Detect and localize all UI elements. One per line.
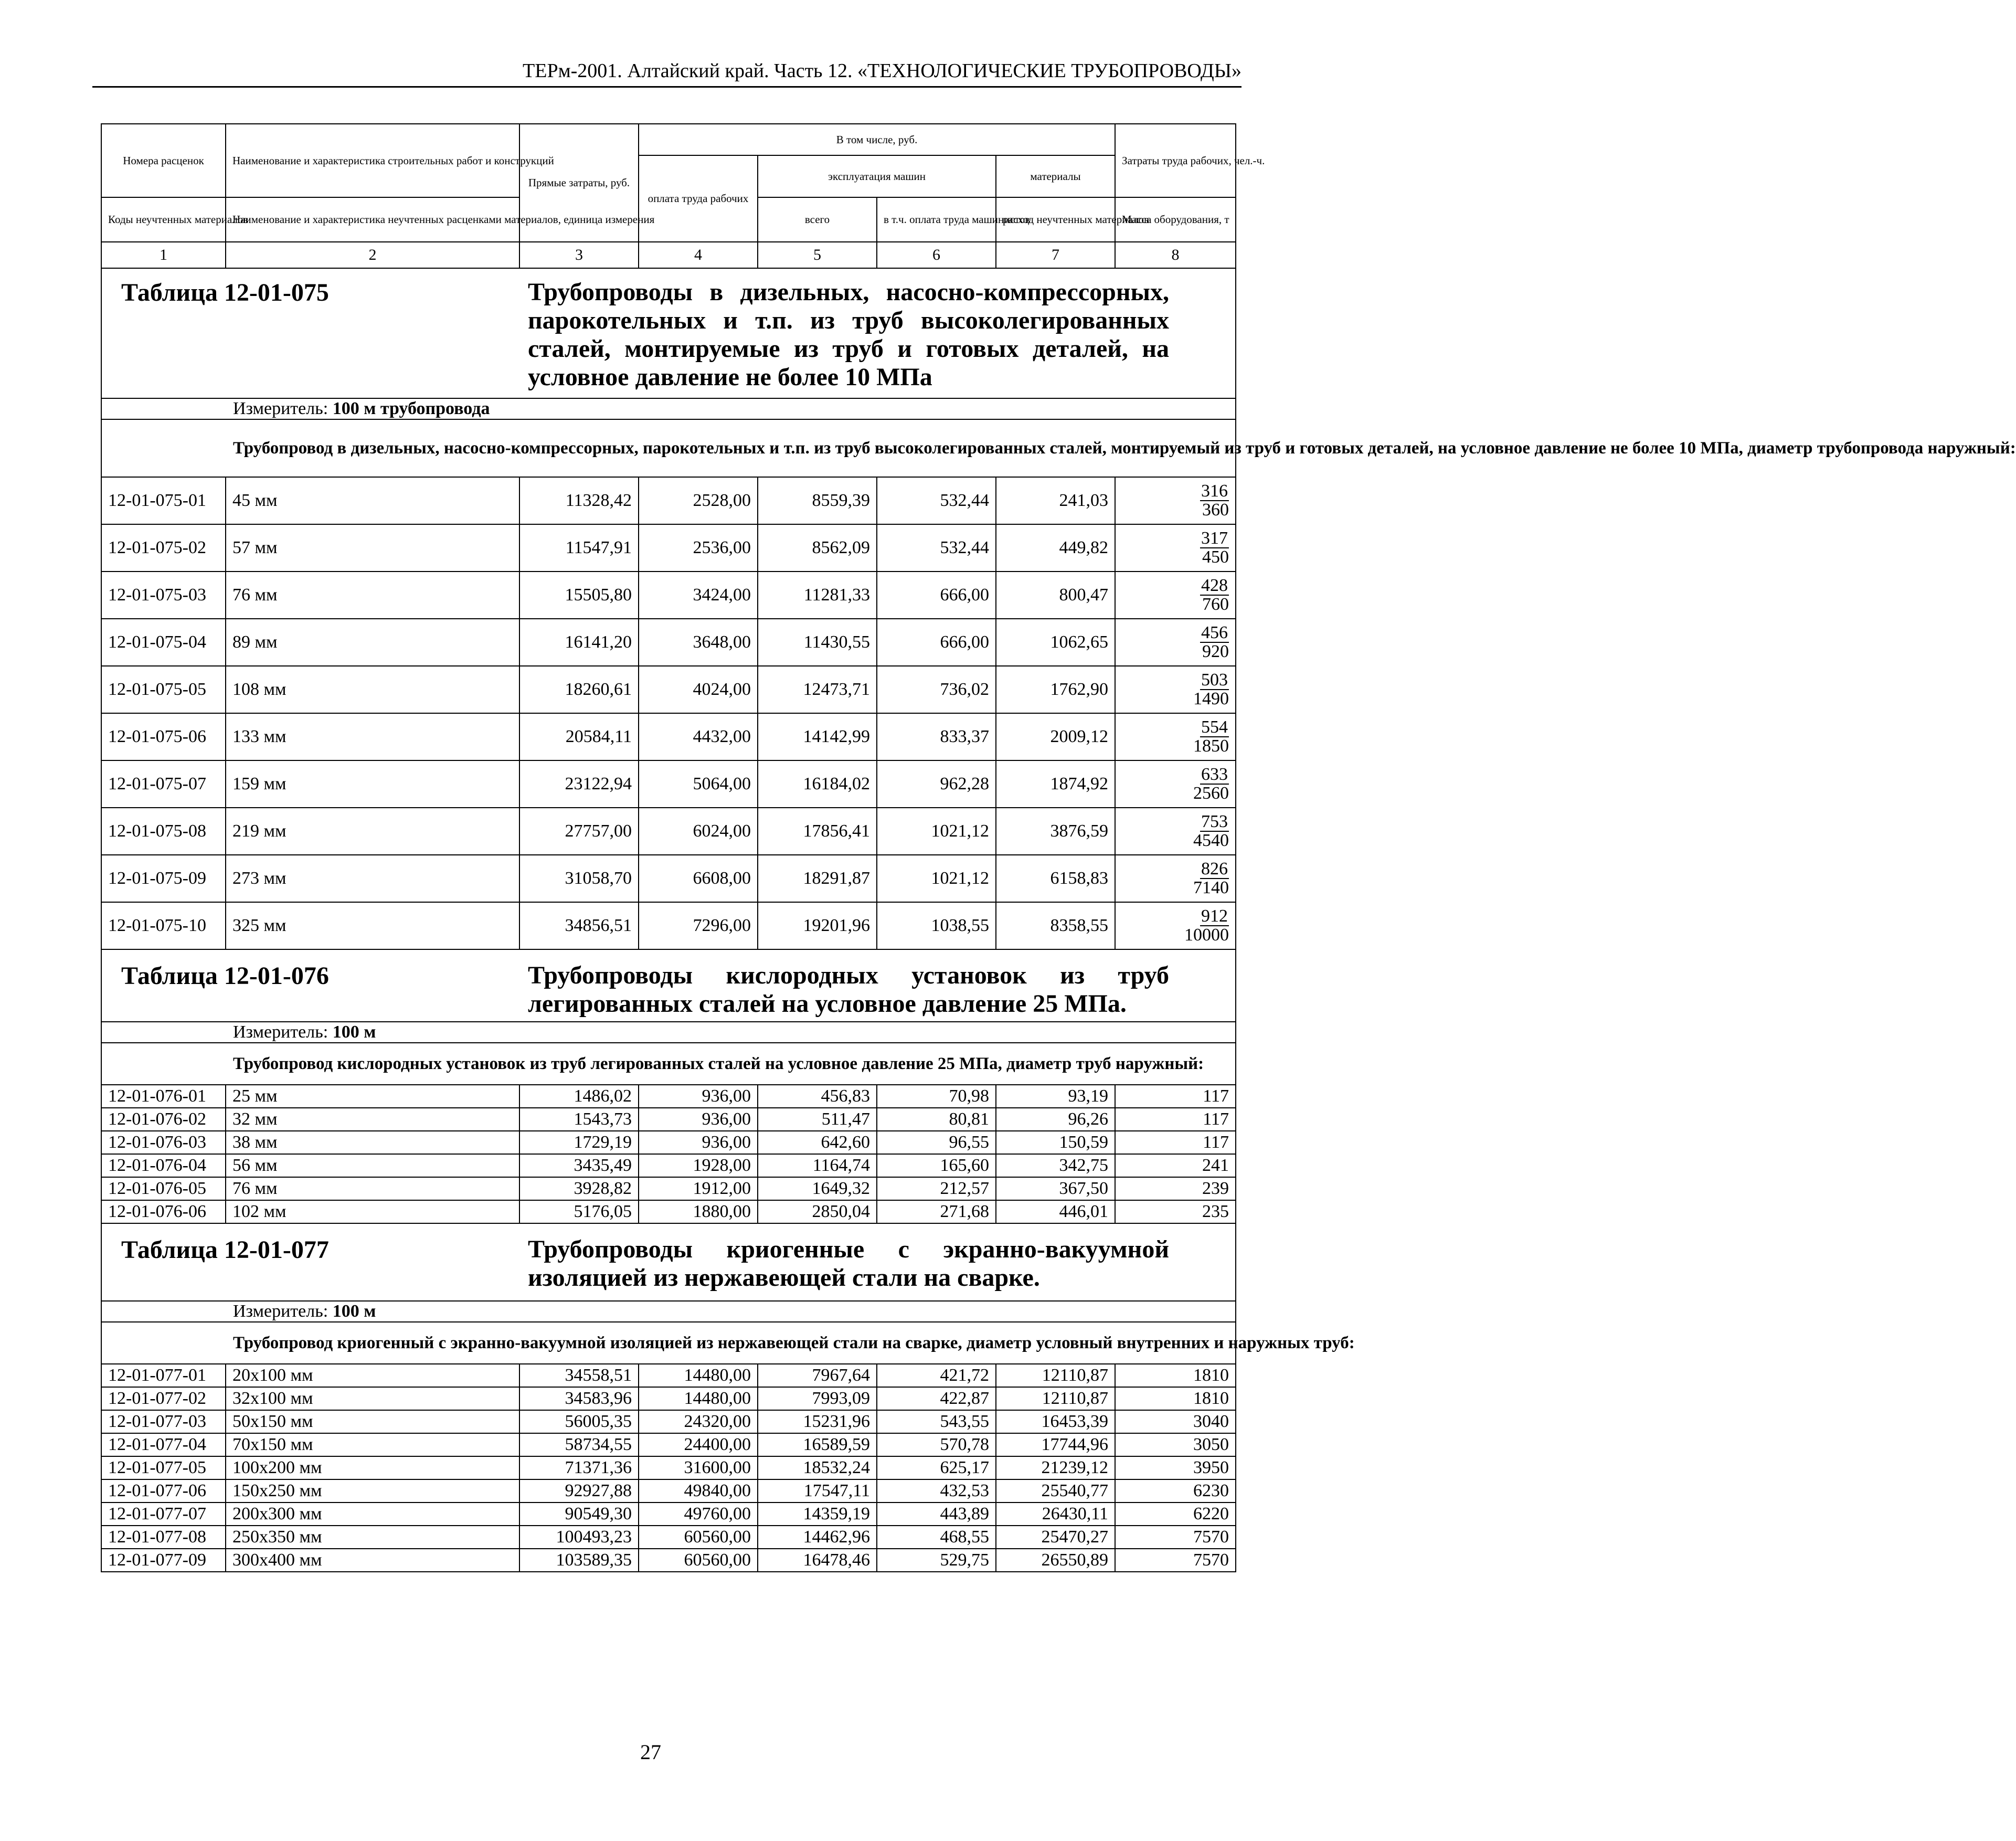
machinist-pay: 625,17: [877, 1456, 996, 1479]
labor-pay: 24320,00: [639, 1410, 758, 1433]
table-section-heading: [101, 268, 1236, 398]
rate-code: 12-01-076-03: [101, 1131, 226, 1154]
machinist-pay: 532,44: [877, 524, 996, 572]
equipment-mass: 450: [1202, 547, 1229, 567]
labor-cost: 503: [1201, 670, 1228, 690]
direct-cost: 1729,19: [519, 1131, 639, 1154]
table-row: [101, 760, 1236, 808]
description-row: [101, 419, 1236, 477]
measure-value: 100 м: [332, 1302, 376, 1321]
labor-pay: 4432,00: [639, 713, 758, 760]
measure-row: [101, 1022, 1236, 1043]
rate-name: 325 мм: [226, 902, 519, 949]
labor-pay: 936,00: [639, 1108, 758, 1131]
machines-total: 11281,33: [758, 572, 877, 619]
column-number: 1: [101, 242, 226, 268]
machines-total: 1164,74: [758, 1154, 877, 1177]
machinist-pay: 421,72: [877, 1364, 996, 1387]
machines-total: 17856,41: [758, 808, 877, 855]
rate-code: 12-01-076-02: [101, 1108, 226, 1131]
col4-header: оплата труда рабочих: [639, 155, 758, 242]
materials-cost: 1062,65: [996, 619, 1115, 666]
rates-table: [101, 123, 2016, 1572]
column-numbers-row: [101, 242, 1236, 268]
machines-total: 7967,64: [758, 1364, 877, 1387]
materials-cost: 21239,12: [996, 1456, 1115, 1479]
table-section-heading: [101, 1223, 1236, 1301]
materials-cost: 25470,27: [996, 1526, 1115, 1549]
table-row: [101, 1131, 1236, 1154]
page-number: 27: [640, 1740, 661, 1764]
machinist-pay: 962,28: [877, 760, 996, 808]
table-row: [101, 808, 1236, 855]
machines-total: 15231,96: [758, 1410, 877, 1433]
labor-pay: 31600,00: [639, 1456, 758, 1479]
labor-pay: 3424,00: [639, 572, 758, 619]
machinist-pay: 666,00: [877, 619, 996, 666]
materials-cost: 446,01: [996, 1200, 1115, 1223]
machines-total: 16478,46: [758, 1549, 877, 1572]
table-number: Таблица 12-01-076: [121, 962, 329, 990]
col1-header-bottom: Коды неучтенных материалов: [101, 197, 226, 242]
labor-cost: 316: [1201, 481, 1228, 501]
table-title: Трубопроводы криогенные с экранно-вакуумной изоляцией из нержавеющей стали на сварке.: [528, 1235, 1169, 1292]
materials-header: материалы: [996, 155, 1115, 197]
labor-cost: 241: [1115, 1154, 1236, 1177]
materials-cost: 8358,55: [996, 902, 1115, 949]
materials-cost: 241,03: [996, 477, 1115, 524]
direct-cost: 92927,88: [519, 1479, 639, 1503]
running-header: ТЕРм-2001. Алтайский край. Часть 12. «ТЕХНОЛОГИЧЕСКИЕ ТРУБОПРОВОДЫ»: [92, 58, 1242, 88]
machines-total: 2850,04: [758, 1200, 877, 1223]
machinist-pay: 543,55: [877, 1410, 996, 1433]
rate-name: 56 мм: [226, 1154, 519, 1177]
labor-cost: 3040: [1115, 1410, 1236, 1433]
machinist-pay: 1038,55: [877, 902, 996, 949]
rate-code: 12-01-076-01: [101, 1085, 226, 1108]
rate-code: 12-01-075-05: [101, 666, 226, 713]
equipment-mass: 360: [1202, 500, 1229, 520]
labor-cost: 117: [1115, 1085, 1236, 1108]
table-row: [101, 713, 1236, 760]
machines-header: эксплуатация машин: [758, 155, 996, 197]
equipment-mass: 1850: [1193, 736, 1229, 756]
machines-total: 1649,32: [758, 1177, 877, 1200]
machinist-pay: 532,44: [877, 477, 996, 524]
materials-cost: 26430,11: [996, 1503, 1115, 1526]
rate-code: 12-01-077-03: [101, 1410, 226, 1433]
table-row: [101, 619, 1236, 666]
labor-pay: 2536,00: [639, 524, 758, 572]
labor-pay: 1880,00: [639, 1200, 758, 1223]
rate-name: 100x200 мм: [226, 1456, 519, 1479]
machinist-pay: 1021,12: [877, 808, 996, 855]
materials-cost: 6158,83: [996, 855, 1115, 902]
equipment-mass: 4540: [1193, 831, 1229, 850]
col2-header-bottom: Наименование и характеристика неучтенных расценками материалов, единица измерения: [226, 197, 519, 242]
rate-code: 12-01-075-01: [101, 477, 226, 524]
machines-total: 17547,11: [758, 1479, 877, 1503]
materials-cost: 1762,90: [996, 666, 1115, 713]
measure-row: [101, 1301, 1236, 1322]
labor-pay: 14480,00: [639, 1387, 758, 1410]
labor-pay: 7296,00: [639, 902, 758, 949]
labor-mass-cell: [1115, 666, 1236, 713]
rate-name: 133 мм: [226, 713, 519, 760]
direct-cost: 15505,80: [519, 572, 639, 619]
measure-value: 100 м трубопровода: [332, 399, 490, 418]
table-row: [101, 902, 1236, 949]
labor-mass-cell: [1115, 477, 1236, 524]
rate-code: 12-01-076-05: [101, 1177, 226, 1200]
materials-cost: 16453,39: [996, 1410, 1115, 1433]
machinist-pay: 1021,12: [877, 855, 996, 902]
rate-name: 38 мм: [226, 1131, 519, 1154]
machinist-pay: 432,53: [877, 1479, 996, 1503]
rate-name: 300x400 мм: [226, 1549, 519, 1572]
machinist-pay: 570,78: [877, 1433, 996, 1456]
labor-pay: 936,00: [639, 1131, 758, 1154]
direct-cost: 100493,23: [519, 1526, 639, 1549]
rate-name: 219 мм: [226, 808, 519, 855]
labor-mass-cell: [1115, 902, 1236, 949]
rate-name: 273 мм: [226, 855, 519, 902]
labor-pay: 49840,00: [639, 1479, 758, 1503]
col2-header-top: Наименование и характеристика строительных работ и конструкций: [226, 124, 519, 197]
machines-total: 18532,24: [758, 1456, 877, 1479]
machinist-pay: 443,89: [877, 1503, 996, 1526]
machines-total: 12473,71: [758, 666, 877, 713]
table-section-heading: [101, 949, 1236, 1022]
labor-mass-cell: [1115, 760, 1236, 808]
machinist-pay: 529,75: [877, 1549, 996, 1572]
table-row: [101, 524, 1236, 572]
labor-cost: 554: [1201, 717, 1228, 737]
machines-total: 14142,99: [758, 713, 877, 760]
table-row: [101, 1200, 1236, 1223]
materials-cost: 17744,96: [996, 1433, 1115, 1456]
materials-cost: 96,26: [996, 1108, 1115, 1131]
equipment-mass: 10000: [1184, 925, 1229, 945]
rate-code: 12-01-077-04: [101, 1433, 226, 1456]
rate-name: 89 мм: [226, 619, 519, 666]
direct-cost: 34558,51: [519, 1364, 639, 1387]
col6-header: в т.ч. оплата труда машинистов: [877, 197, 996, 242]
col3-header: Прямые затраты, руб.: [519, 124, 639, 242]
table-row: [101, 1177, 1236, 1200]
labor-cost: 7570: [1115, 1549, 1236, 1572]
col1-header-top: Номера расценок: [101, 124, 226, 197]
table-row: [101, 855, 1236, 902]
rate-name: 150x250 мм: [226, 1479, 519, 1503]
labor-pay: 1912,00: [639, 1177, 758, 1200]
labor-pay: 24400,00: [639, 1433, 758, 1456]
machines-total: 16589,59: [758, 1433, 877, 1456]
machinist-pay: 736,02: [877, 666, 996, 713]
table-row: [101, 1456, 1236, 1479]
rate-name: 45 мм: [226, 477, 519, 524]
labor-cost: 6230: [1115, 1479, 1236, 1503]
direct-cost: 11328,42: [519, 477, 639, 524]
table-row: [101, 1364, 1236, 1387]
column-number: 8: [1115, 242, 1236, 268]
labor-cost: 753: [1201, 812, 1228, 831]
table-title: Трубопроводы в дизельных, насосно-компрессорных, парокотельных и т.п. из труб высоколегированных сталей, монтируемые из труб и готовых деталей, на условное давление не более 10 МПа: [528, 278, 1169, 391]
column-number: 2: [226, 242, 519, 268]
machines-total: 642,60: [758, 1131, 877, 1154]
machines-total: 11430,55: [758, 619, 877, 666]
rate-name: 250x350 мм: [226, 1526, 519, 1549]
equipment-mass: 760: [1202, 595, 1229, 614]
labor-cost: 6220: [1115, 1503, 1236, 1526]
materials-cost: 12110,87: [996, 1364, 1115, 1387]
labor-cost: 456: [1201, 623, 1228, 642]
labor-pay: 2528,00: [639, 477, 758, 524]
labor-mass-cell: [1115, 808, 1236, 855]
direct-cost: 1543,73: [519, 1108, 639, 1131]
rate-code: 12-01-076-04: [101, 1154, 226, 1177]
direct-cost: 5176,05: [519, 1200, 639, 1223]
labor-mass-cell: [1115, 713, 1236, 760]
measure-label: Измеритель:: [233, 1022, 328, 1042]
rate-code: 12-01-075-06: [101, 713, 226, 760]
table-row: [101, 1479, 1236, 1503]
direct-cost: 71371,36: [519, 1456, 639, 1479]
materials-cost: 800,47: [996, 572, 1115, 619]
machines-total: 16184,02: [758, 760, 877, 808]
rate-code: 12-01-077-01: [101, 1364, 226, 1387]
labor-mass-cell: [1115, 524, 1236, 572]
machinist-pay: 96,55: [877, 1131, 996, 1154]
labor-cost: 1810: [1115, 1364, 1236, 1387]
materials-cost: 449,82: [996, 524, 1115, 572]
labor-mass-cell: [1115, 619, 1236, 666]
labor-cost: 239: [1115, 1177, 1236, 1200]
column-number: 6: [877, 242, 996, 268]
labor-cost: 117: [1115, 1108, 1236, 1131]
labor-mass-cell: [1115, 855, 1236, 902]
equipment-mass: 920: [1202, 642, 1229, 661]
rate-code: 12-01-075-08: [101, 808, 226, 855]
rate-name: 76 мм: [226, 572, 519, 619]
table-row: [101, 1410, 1236, 1433]
equipment-mass: 2560: [1193, 784, 1229, 803]
column-number: 5: [758, 242, 877, 268]
rate-code: 12-01-075-07: [101, 760, 226, 808]
machinist-pay: 80,81: [877, 1108, 996, 1131]
direct-cost: 90549,30: [519, 1503, 639, 1526]
rate-name: 159 мм: [226, 760, 519, 808]
table-row: [101, 666, 1236, 713]
machinist-pay: 70,98: [877, 1085, 996, 1108]
direct-cost: 31058,70: [519, 855, 639, 902]
table-row: [101, 572, 1236, 619]
machines-total: 14359,19: [758, 1503, 877, 1526]
measure-row: [101, 398, 1236, 419]
labor-cost: 633: [1201, 765, 1228, 784]
equipment-mass: 7140: [1193, 878, 1229, 897]
labor-cost: 7570: [1115, 1526, 1236, 1549]
measure-label: Измеритель:: [233, 399, 328, 418]
rate-code: 12-01-077-08: [101, 1526, 226, 1549]
table-number: Таблица 12-01-075: [121, 279, 329, 306]
direct-cost: 20584,11: [519, 713, 639, 760]
table-number: Таблица 12-01-077: [121, 1236, 329, 1264]
rate-name: 32x100 мм: [226, 1387, 519, 1410]
col7-header: расход неучтенных материалов: [996, 197, 1115, 242]
rate-name: 76 мм: [226, 1177, 519, 1200]
table-title: Трубопроводы кислородных установок из труб легированных сталей на условное давление 25 МПа.: [528, 961, 1169, 1018]
direct-cost: 16141,20: [519, 619, 639, 666]
machinist-pay: 833,37: [877, 713, 996, 760]
rate-name: 57 мм: [226, 524, 519, 572]
col5-header: всего: [758, 197, 877, 242]
machines-total: 8562,09: [758, 524, 877, 572]
labor-cost: 1810: [1115, 1387, 1236, 1410]
materials-cost: 1874,92: [996, 760, 1115, 808]
materials-cost: 342,75: [996, 1154, 1115, 1177]
rate-name: 70x150 мм: [226, 1433, 519, 1456]
rate-code: 12-01-077-07: [101, 1503, 226, 1526]
labor-pay: 60560,00: [639, 1549, 758, 1572]
table-row: [101, 477, 1236, 524]
direct-cost: 3435,49: [519, 1154, 639, 1177]
direct-cost: 34856,51: [519, 902, 639, 949]
labor-cost: 826: [1201, 859, 1228, 879]
machines-total: 18291,87: [758, 855, 877, 902]
rate-name: 25 мм: [226, 1085, 519, 1108]
rate-code: 12-01-075-09: [101, 855, 226, 902]
table-row: [101, 1154, 1236, 1177]
table-row: [101, 1503, 1236, 1526]
machinist-pay: 165,60: [877, 1154, 996, 1177]
machinist-pay: 271,68: [877, 1200, 996, 1223]
column-number: 3: [519, 242, 639, 268]
materials-cost: 25540,77: [996, 1479, 1115, 1503]
rate-name: 200x300 мм: [226, 1503, 519, 1526]
machines-total: 19201,96: [758, 902, 877, 949]
labor-cost: 428: [1201, 576, 1228, 595]
labor-pay: 6608,00: [639, 855, 758, 902]
labor-pay: 49760,00: [639, 1503, 758, 1526]
materials-cost: 150,59: [996, 1131, 1115, 1154]
column-number: 4: [639, 242, 758, 268]
direct-cost: 56005,35: [519, 1410, 639, 1433]
work-description: Трубопровод кислородных установок из труб легированных сталей на условное давление 25 МПа, диаметр труб наружный:: [101, 1043, 1236, 1085]
labor-pay: 3648,00: [639, 619, 758, 666]
machinist-pay: 422,87: [877, 1387, 996, 1410]
direct-cost: 18260,61: [519, 666, 639, 713]
rate-code: 12-01-077-05: [101, 1456, 226, 1479]
col8-header-bottom: Масса оборудования, т: [1115, 197, 1236, 242]
rate-code: 12-01-077-02: [101, 1387, 226, 1410]
direct-cost: 27757,00: [519, 808, 639, 855]
labor-pay: 936,00: [639, 1085, 758, 1108]
materials-cost: 12110,87: [996, 1387, 1115, 1410]
machines-total: 8559,39: [758, 477, 877, 524]
rate-name: 50x150 мм: [226, 1410, 519, 1433]
labor-cost: 3050: [1115, 1433, 1236, 1456]
rate-name: 20x100 мм: [226, 1364, 519, 1387]
machinist-pay: 666,00: [877, 572, 996, 619]
labor-cost: 912: [1201, 906, 1228, 926]
labor-cost: 3950: [1115, 1456, 1236, 1479]
materials-cost: 2009,12: [996, 713, 1115, 760]
labor-cost: 235: [1115, 1200, 1236, 1223]
labor-pay: 14480,00: [639, 1364, 758, 1387]
rate-name: 32 мм: [226, 1108, 519, 1131]
rate-name: 108 мм: [226, 666, 519, 713]
including-header: В том числе, руб.: [639, 124, 1115, 155]
machinist-pay: 468,55: [877, 1526, 996, 1549]
table-row: [101, 1549, 1236, 1572]
column-number: 7: [996, 242, 1115, 268]
materials-cost: 26550,89: [996, 1549, 1115, 1572]
rate-code: 12-01-075-03: [101, 572, 226, 619]
materials-cost: 367,50: [996, 1177, 1115, 1200]
description-row: [101, 1322, 1236, 1364]
measure-label: Измеритель:: [233, 1302, 328, 1321]
machines-total: 511,47: [758, 1108, 877, 1131]
work-description: Трубопровод в дизельных, насосно-компрессорных, парокотельных и т.п. из труб высоколегированных сталей, монтируемый из труб и готовых деталей, на условное давление не более 10 МПа, диаметр трубопровода наружный:: [101, 419, 1236, 477]
labor-mass-cell: [1115, 572, 1236, 619]
labor-pay: 1928,00: [639, 1154, 758, 1177]
rate-code: 12-01-077-09: [101, 1549, 226, 1572]
direct-cost: 58734,55: [519, 1433, 639, 1456]
rate-code: 12-01-075-04: [101, 619, 226, 666]
col8-header-top: Затраты труда рабочих, чел.-ч.: [1115, 124, 1236, 197]
labor-pay: 4024,00: [639, 666, 758, 713]
machines-total: 14462,96: [758, 1526, 877, 1549]
direct-cost: 11547,91: [519, 524, 639, 572]
labor-cost: 317: [1201, 528, 1228, 548]
materials-cost: 93,19: [996, 1085, 1115, 1108]
table-row: [101, 1526, 1236, 1549]
table-row: [101, 1387, 1236, 1410]
direct-cost: 103589,35: [519, 1549, 639, 1572]
rate-code: 12-01-077-06: [101, 1479, 226, 1503]
direct-cost: 34583,96: [519, 1387, 639, 1410]
description-row: [101, 1043, 1236, 1085]
measure-value: 100 м: [332, 1022, 376, 1042]
machinist-pay: 212,57: [877, 1177, 996, 1200]
rate-code: 12-01-076-06: [101, 1200, 226, 1223]
work-description: Трубопровод криогенный с экранно-вакуумной изоляцией из нержавеющей стали на сварке, диаметр условный внутренних и наружных труб:: [101, 1322, 1236, 1364]
machines-total: 456,83: [758, 1085, 877, 1108]
rate-name: 102 мм: [226, 1200, 519, 1223]
direct-cost: 1486,02: [519, 1085, 639, 1108]
labor-cost: 117: [1115, 1131, 1236, 1154]
machines-total: 7993,09: [758, 1387, 877, 1410]
labor-pay: 5064,00: [639, 760, 758, 808]
table-row: [101, 1108, 1236, 1131]
direct-cost: 23122,94: [519, 760, 639, 808]
labor-pay: 6024,00: [639, 808, 758, 855]
table-row: [101, 1433, 1236, 1456]
table-row: [101, 1085, 1236, 1108]
rate-code: 12-01-075-10: [101, 902, 226, 949]
direct-cost: 3928,82: [519, 1177, 639, 1200]
rate-code: 12-01-075-02: [101, 524, 226, 572]
equipment-mass: 1490: [1193, 689, 1229, 708]
labor-pay: 60560,00: [639, 1526, 758, 1549]
materials-cost: 3876,59: [996, 808, 1115, 855]
